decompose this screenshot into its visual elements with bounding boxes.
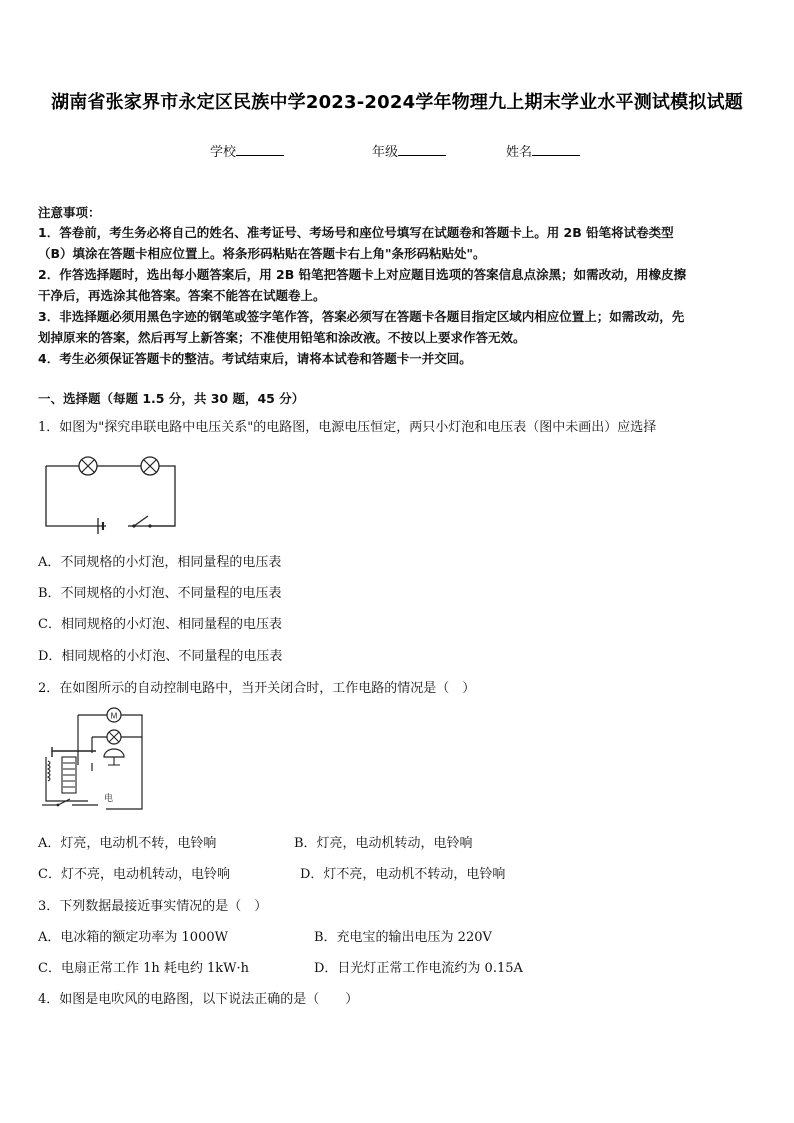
note-4: 4．考生必须保证答题卡的整洁。考试结束后，请将本试卷和答题卡一并交回。 xyxy=(38,351,472,366)
note-1b: （B）填涂在答题卡相应位置上。将条形码粘贴在答题卡右上角"条形码粘贴处"。 xyxy=(38,246,486,261)
note-2b: 干净后，再选涂其他答案。答案不能答在试题卷上。 xyxy=(38,288,326,303)
q4-stem: 4．如图是电吹风的电路图，以下说法正确的是（ ） xyxy=(38,992,359,1007)
bell-icon xyxy=(104,749,124,765)
q2-stem: 2．在如图所示的自动控制电路中，当开关闭合时，工作电路的情况是（ ） xyxy=(38,681,476,696)
school-label: 学校 xyxy=(210,145,237,160)
notes-heading: 注意事项： xyxy=(38,205,101,220)
control-switch-icon xyxy=(42,799,98,806)
lamp-icon xyxy=(107,730,121,744)
name-blank[interactable] xyxy=(532,143,580,156)
grade-blank[interactable] xyxy=(398,143,446,156)
q1-option-a[interactable]: A．不同规格的小灯泡，相同量程的电压表 xyxy=(38,555,282,570)
q3-stem: 3．下列数据最接近事实情况的是（ ） xyxy=(38,899,268,914)
note-3b: 划掉原来的答案，然后再写上新答案；不准使用铅笔和涂改液。不按以上要求作答无效。 xyxy=(38,330,526,345)
name-field[interactable] xyxy=(506,141,580,160)
exam-title: 湖南省张家界市永定区民族中学2023-2024学年物理九上期末学业水平测试模拟试题 xyxy=(51,92,743,113)
name-label: 姓名 xyxy=(506,145,533,160)
relay-armature-icon xyxy=(46,747,96,801)
q3-option-a[interactable]: A．电冰箱的额定功率为 1000W xyxy=(38,930,228,945)
q2-relay-circuit-figure xyxy=(38,705,146,817)
q2-option-c[interactable]: C．灯不亮，电动机转动，电铃响 xyxy=(38,867,230,882)
q2-option-a[interactable]: A．灯亮，电动机不转，电铃响 xyxy=(38,836,217,851)
q2-option-d[interactable]: D．灯不亮，电动机不转动，电铃响 xyxy=(300,867,506,882)
power-label: 电 xyxy=(104,794,114,804)
motor-icon xyxy=(107,708,121,722)
q1-circuit-figure xyxy=(38,446,188,536)
q1-option-b[interactable]: B．不同规格的小灯泡、不同量程的电压表 xyxy=(38,586,282,601)
lamp-2-icon xyxy=(141,457,159,475)
q3-option-c[interactable]: C．电扇正常工作 1h 耗电约 1kW·h xyxy=(38,961,250,976)
q3-option-d[interactable]: D．日光灯正常工作电流约为 0.15A xyxy=(314,961,523,976)
q2-option-b[interactable]: B．灯亮，电动机转动，电铃响 xyxy=(294,836,473,851)
q1-stem: 1．如图为"探究串联电路中电压关系"的电路图，电源电压恒定，两只小灯泡和电压表（图中未画出）应选择 xyxy=(38,420,657,435)
note-1a: 1．答卷前，考生务必将自己的姓名、准考证号、考场号和座位号填写在试题卷和答题卡上。用 2B 铅笔将试卷类型 xyxy=(38,225,674,240)
motor-label: M xyxy=(110,711,118,721)
grade-field[interactable] xyxy=(372,141,446,160)
note-2a: 2．作答选择题时，选出每小题答案后，用 2B 铅笔把答题卡上对应题目选项的答案信息点涂黑；如需改动，用橡皮擦 xyxy=(38,267,687,282)
q1-option-c[interactable]: C．相同规格的小灯泡、相同量程的电压表 xyxy=(38,617,282,632)
q1-option-d[interactable]: D．相同规格的小灯泡、不同量程的电压表 xyxy=(38,649,283,664)
lamp-1-icon xyxy=(79,457,97,475)
section-heading: 一、选择题（每题 1.5 分，共 30 题，45 分） xyxy=(38,391,305,406)
grade-label: 年级 xyxy=(372,145,399,160)
school-blank[interactable] xyxy=(236,143,284,156)
school-field[interactable] xyxy=(210,141,284,160)
note-3a: 3．非选择题必须用黑色字迹的钢笔或签字笔作答，答案必须写在答题卡各题目指定区域内相应位置上；如需改动，先 xyxy=(38,309,685,324)
q3-option-b[interactable]: B．充电宝的输出电压为 220V xyxy=(314,930,492,945)
